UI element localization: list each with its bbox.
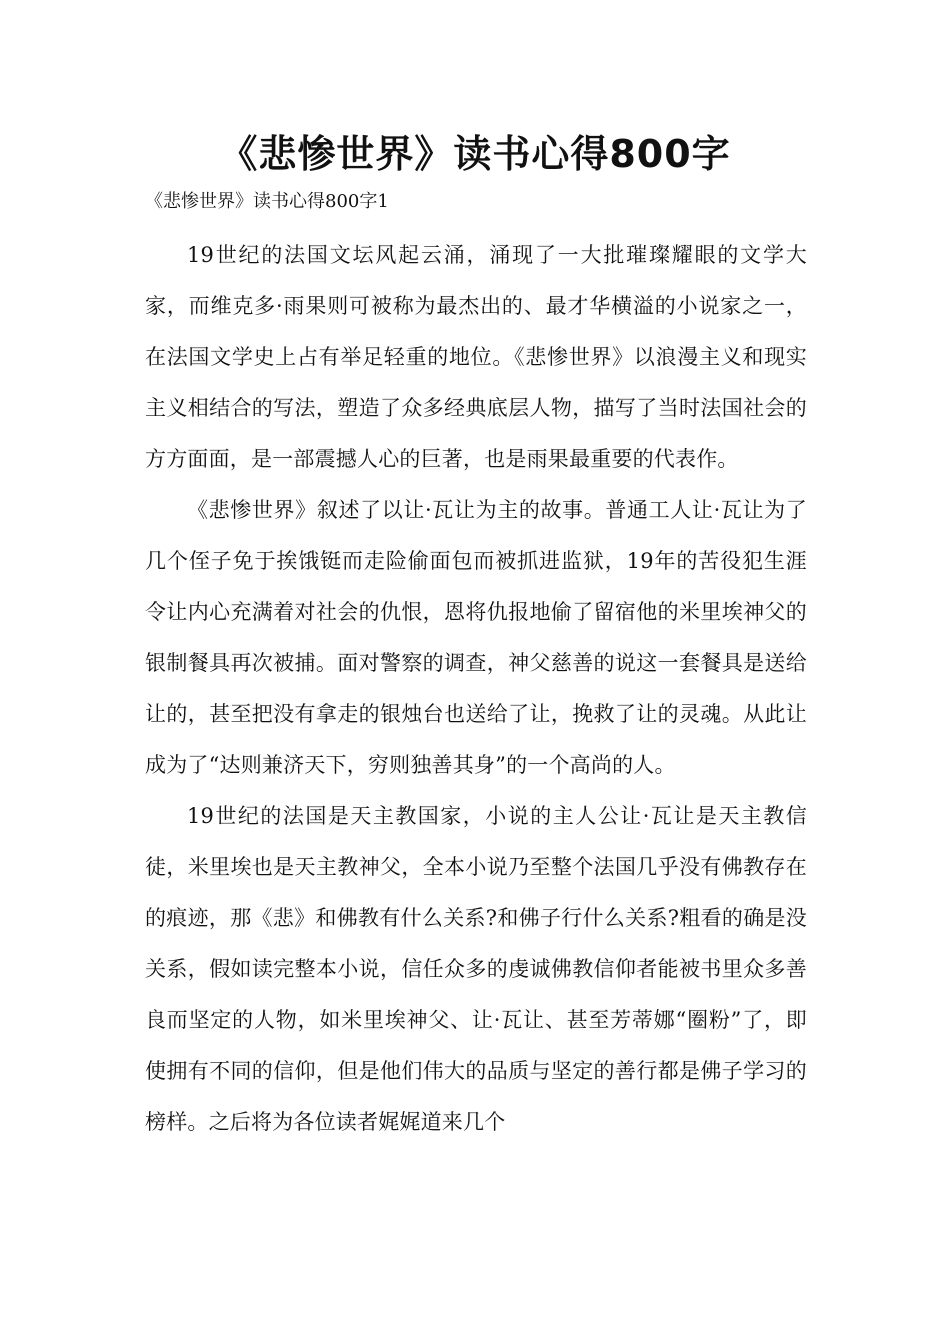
document-title: 《悲惨世界》读书心得800字 — [219, 132, 731, 176]
section-heading: 《悲惨世界》读书心得800字1 — [145, 191, 389, 212]
document-body — [145, 230, 807, 1148]
paragraph-2: 《悲惨世界》叙述了以让·瓦让为主的故事。普通工人让·瓦让为了几个侄子免于挨饿铤而走险偷面包而被抓进监狱，19年的苦役犯生涯令让内心充满着对社会的仇恨，恩将仇报地偷了留宿他的米里埃神父的银制餐具再次被捕。面对警察的调查，神父慈善的说这一套餐具是送给让的，甚至把没有拿走的银烛台也送给了让，挽救了让的灵魂。从此让成为了“达则兼济天下，穷则独善其身”的一个高尚的人。 — [145, 498, 807, 777]
paragraph-3: 19世纪的法国是天主教国家，小说的主人公让·瓦让是天主教信徒，米里埃也是天主教神父，全本小说乃至整个法国几乎没有佛教存在的痕迹，那《悲》和佛教有什么关系?和佛子行什么关系?粗看的确是没关系，假如读完整本小说，信任众多的虔诚佛教信仰者能被书里众多善良而坚定的人物，如米里埃神父、让·瓦让、甚至芳蒂娜“圈粉”了，即使拥有不同的信仰，但是他们伟大的品质与坚定的善行都是佛子学习的榜样。之后将为各位读者娓娓道来几个 — [145, 804, 807, 1134]
paragraph-1: 19世纪的法国文坛风起云涌，涌现了一大批璀璨耀眼的文学大家，而维克多·雨果则可被称为最杰出的、最才华横溢的小说家之一，在法国文学史上占有举足轻重的地位。《悲惨世界》以浪漫主义和现实主义相结合的写法，塑造了众多经典底层人物，描写了当时法国社会的方方面面，是一部震撼人心的巨著，也是雨果最重要的代表作。 — [145, 243, 807, 471]
